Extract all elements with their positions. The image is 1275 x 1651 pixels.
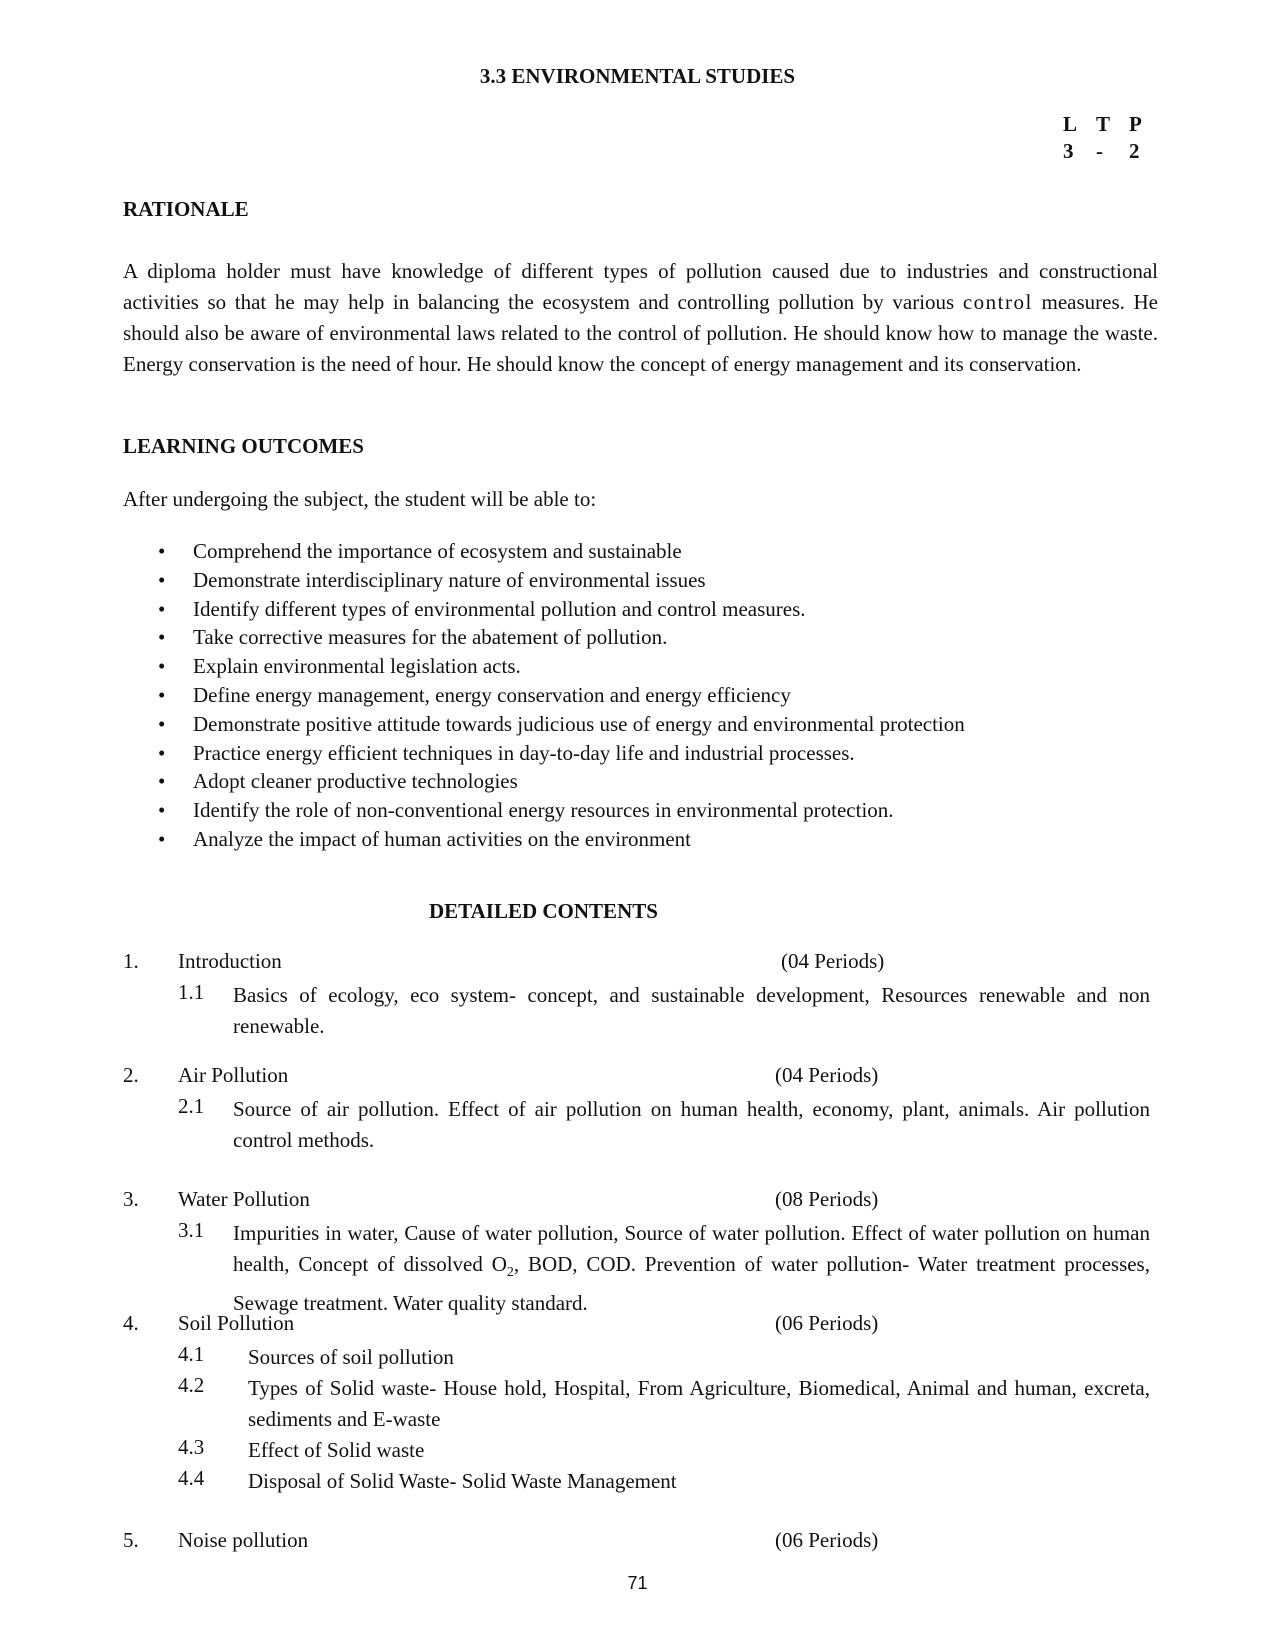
section-number: 5. [123, 1528, 139, 1552]
section-title: Water Pollution [178, 1187, 310, 1211]
list-item: • Take corrective measures for the abatement of pollution. [158, 623, 965, 652]
list-item: • Practice energy efficient techniques in day-to-day life and industrial processes. [158, 739, 965, 768]
list-item: • Demonstrate interdisciplinary nature of environmental issues [158, 566, 965, 595]
subsection-text-part-a: Impurities in water, Cause of water pollution, Source of water pollution. Effect of water pollution on human health, Concept of dissolved O [233, 1221, 1150, 1276]
section-periods: (04 Periods) [775, 1063, 879, 1087]
subsection-text-part-b: , BOD, COD. Prevention of water pollution- Water treatment processes, Sewage treatment. Water quality standard. [233, 1252, 1150, 1316]
subsection-text [233, 1218, 1150, 1319]
ltp-value-p: 2 [1129, 139, 1140, 163]
list-item: • Comprehend the importance of ecosystem and sustainable [158, 537, 965, 566]
section-number: 2. [123, 1063, 139, 1087]
page-title: 3.3 ENVIRONMENTAL STUDIES [479, 64, 796, 88]
section-periods: (06 Periods) [775, 1528, 879, 1552]
section-title: Noise pollution [178, 1528, 309, 1552]
ltp-values [1063, 139, 1162, 164]
list-item: • Identify different types of environmental pollution and control measures. [158, 595, 965, 624]
rationale-text-part-a: A diploma holder must have knowledge of different types of pollution caused due to industries and constructional activities so that he may help in balancing the ecosystem and controlling pollution by various [123, 259, 1158, 314]
subsection-number: 4.2 [178, 1373, 205, 1397]
ltp-label-t: T [1096, 112, 1111, 136]
list-item: • Define energy management, energy conservation and energy efficiency [158, 681, 965, 710]
list-item: • Analyze the impact of human activities on the environment [158, 825, 965, 854]
ltp-value-l: 3 [1063, 139, 1074, 163]
subsection-number: 1.1 [178, 980, 205, 1004]
rationale-text-part-b: control [962, 290, 1033, 314]
subsection-text: Types of Solid waste- House hold, Hospital, From Agriculture, Biomedical, Animal and human, excreta, sediments and E-waste [248, 1376, 1150, 1431]
section-number: 3. [123, 1187, 139, 1211]
subsection-number: 4.4 [178, 1466, 205, 1490]
outcomes-intro: After undergoing the subject, the student will be able to: [123, 487, 597, 511]
page-number: 71 [627, 1573, 648, 1593]
outcomes-list [158, 537, 965, 854]
section-number: 4. [123, 1311, 139, 1335]
subscript-two: 2 [506, 1265, 514, 1281]
rationale-text [123, 256, 1158, 380]
section-number: 1. [123, 949, 139, 973]
subsection-text: Sources of soil pollution [248, 1345, 454, 1369]
section-periods: (08 Periods) [775, 1187, 879, 1211]
subsection-text: Effect of Solid waste [248, 1438, 425, 1462]
subsection-number: 4.3 [178, 1435, 205, 1459]
ltp-value-t: - [1096, 139, 1103, 163]
rationale-heading: RATIONALE [123, 197, 249, 221]
list-item: • Explain environmental legislation acts. [158, 652, 965, 681]
list-item: • Adopt cleaner productive technologies [158, 767, 965, 796]
list-item: • Identify the role of non-conventional energy resources in environmental protection. [158, 796, 965, 825]
ltp-labels [1063, 112, 1162, 137]
subsection-number: 4.1 [178, 1342, 205, 1366]
subsection-text: Source of air pollution. Effect of air pollution on human health, economy, plant, animals. Air pollution control methods. [233, 1097, 1150, 1152]
list-item: • Demonstrate positive attitude towards judicious use of energy and environmental protection [158, 710, 965, 739]
section-title: Introduction [178, 949, 282, 973]
ltp-label-p: P [1129, 112, 1142, 136]
subsection-text: Disposal of Solid Waste- Solid Waste Management [248, 1469, 677, 1493]
section-title: Air Pollution [178, 1063, 289, 1087]
subsection-number: 2.1 [178, 1094, 205, 1118]
rationale-text-part-c: measures. He should also be aware of environmental laws related to the control of pollution. He should know how to manage the waste. Energy conservation is the need of hour. He should know the concept of energy management and its conservation. [123, 290, 1158, 376]
ltp-label-l: L [1063, 112, 1078, 136]
contents-heading: DETAILED CONTENTS [429, 899, 658, 923]
section-periods: (06 Periods) [775, 1311, 879, 1335]
section-periods: (04 Periods) [781, 949, 885, 973]
outcomes-heading: LEARNING OUTCOMES [123, 434, 364, 458]
subsection-text: Basics of ecology, eco system- concept, and sustainable development, Resources renewable and non renewable. [233, 983, 1150, 1038]
section-title: Soil Pollution [178, 1311, 295, 1335]
subsection-number: 3.1 [178, 1218, 205, 1242]
